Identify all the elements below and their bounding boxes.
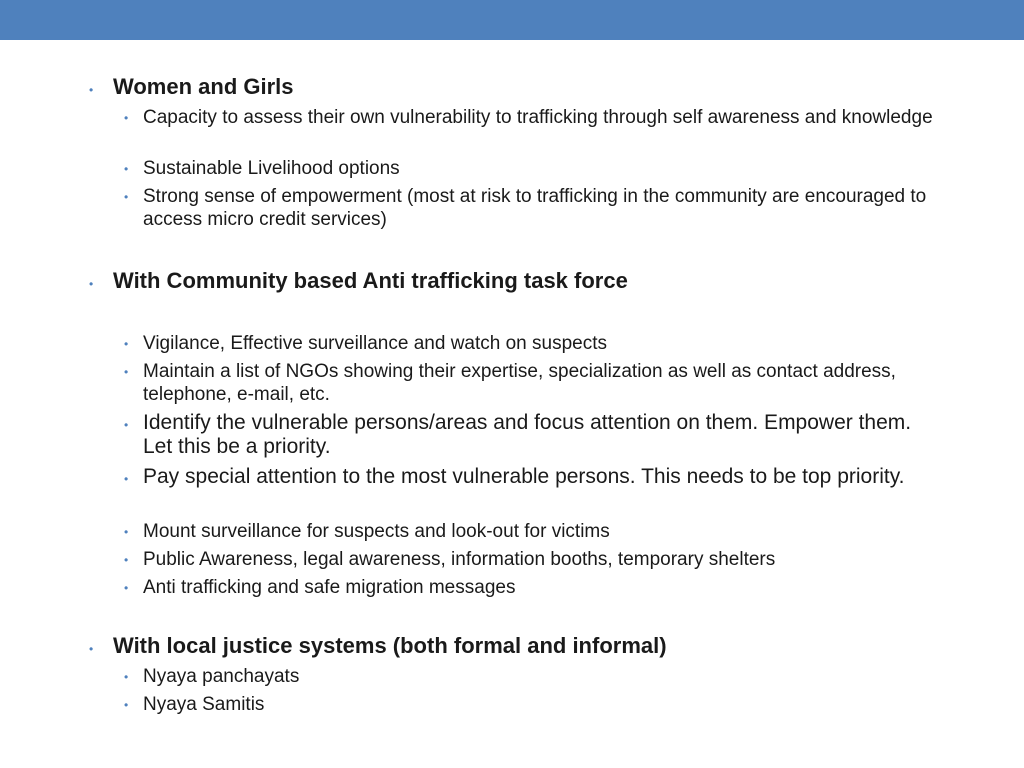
list-item: Vigilance, Effective surveillance and watch on suspects [143, 333, 608, 354]
section-heading-local-justice: With local justice systems (both formal and informal) [113, 633, 667, 658]
list-item: Capacity to assess their own vulnerability to trafficking through self awareness and knowledge [143, 107, 933, 128]
bullet-glyph: • [89, 83, 94, 97]
list-item: Nyaya panchayats [143, 666, 300, 687]
bullet-glyph: • [124, 190, 129, 204]
list-item: Nyaya Samitis [143, 694, 265, 715]
section-heading-community-task-force: With Community based Anti trafficking task force [113, 268, 628, 293]
bullet-glyph: • [89, 277, 94, 291]
bullet-glyph: • [124, 418, 129, 432]
bullet-glyph: • [124, 698, 129, 712]
list-item: Sustainable Livelihood options [143, 158, 400, 179]
bullet-glyph: • [124, 111, 129, 125]
list-item: Mount surveillance for suspects and look-out for victims [143, 521, 610, 542]
list-item: Strong sense of empowerment (most at risk to trafficking in the community are encouraged to access micro credit services) [143, 186, 927, 230]
bullet-glyph: • [89, 642, 94, 656]
bullet-glyph: • [124, 553, 129, 567]
list-item: Anti trafficking and safe migration messages [143, 577, 516, 598]
list-item: Pay special attention to the most vulnerable persons. This needs to be top priority. [143, 465, 905, 488]
list-item: Identify the vulnerable persons/areas and focus attention on them. Empower them. Let this be a priority. [143, 411, 912, 458]
section-heading-women-girls: Women and Girls [113, 74, 294, 99]
bullet-glyph: • [124, 162, 129, 176]
bullet-glyph: • [124, 365, 129, 379]
bullet-glyph: • [124, 525, 129, 539]
bullet-glyph: • [124, 670, 129, 684]
list-item: Public Awareness, legal awareness, information booths, temporary shelters [143, 549, 776, 570]
list-item: Maintain a list of NGOs showing their expertise, specialization as well as contact address, telephone, e-mail, etc. [143, 361, 896, 405]
bullet-glyph: • [124, 581, 129, 595]
bullet-glyph: • [124, 472, 129, 486]
bullet-glyph: • [124, 337, 129, 351]
